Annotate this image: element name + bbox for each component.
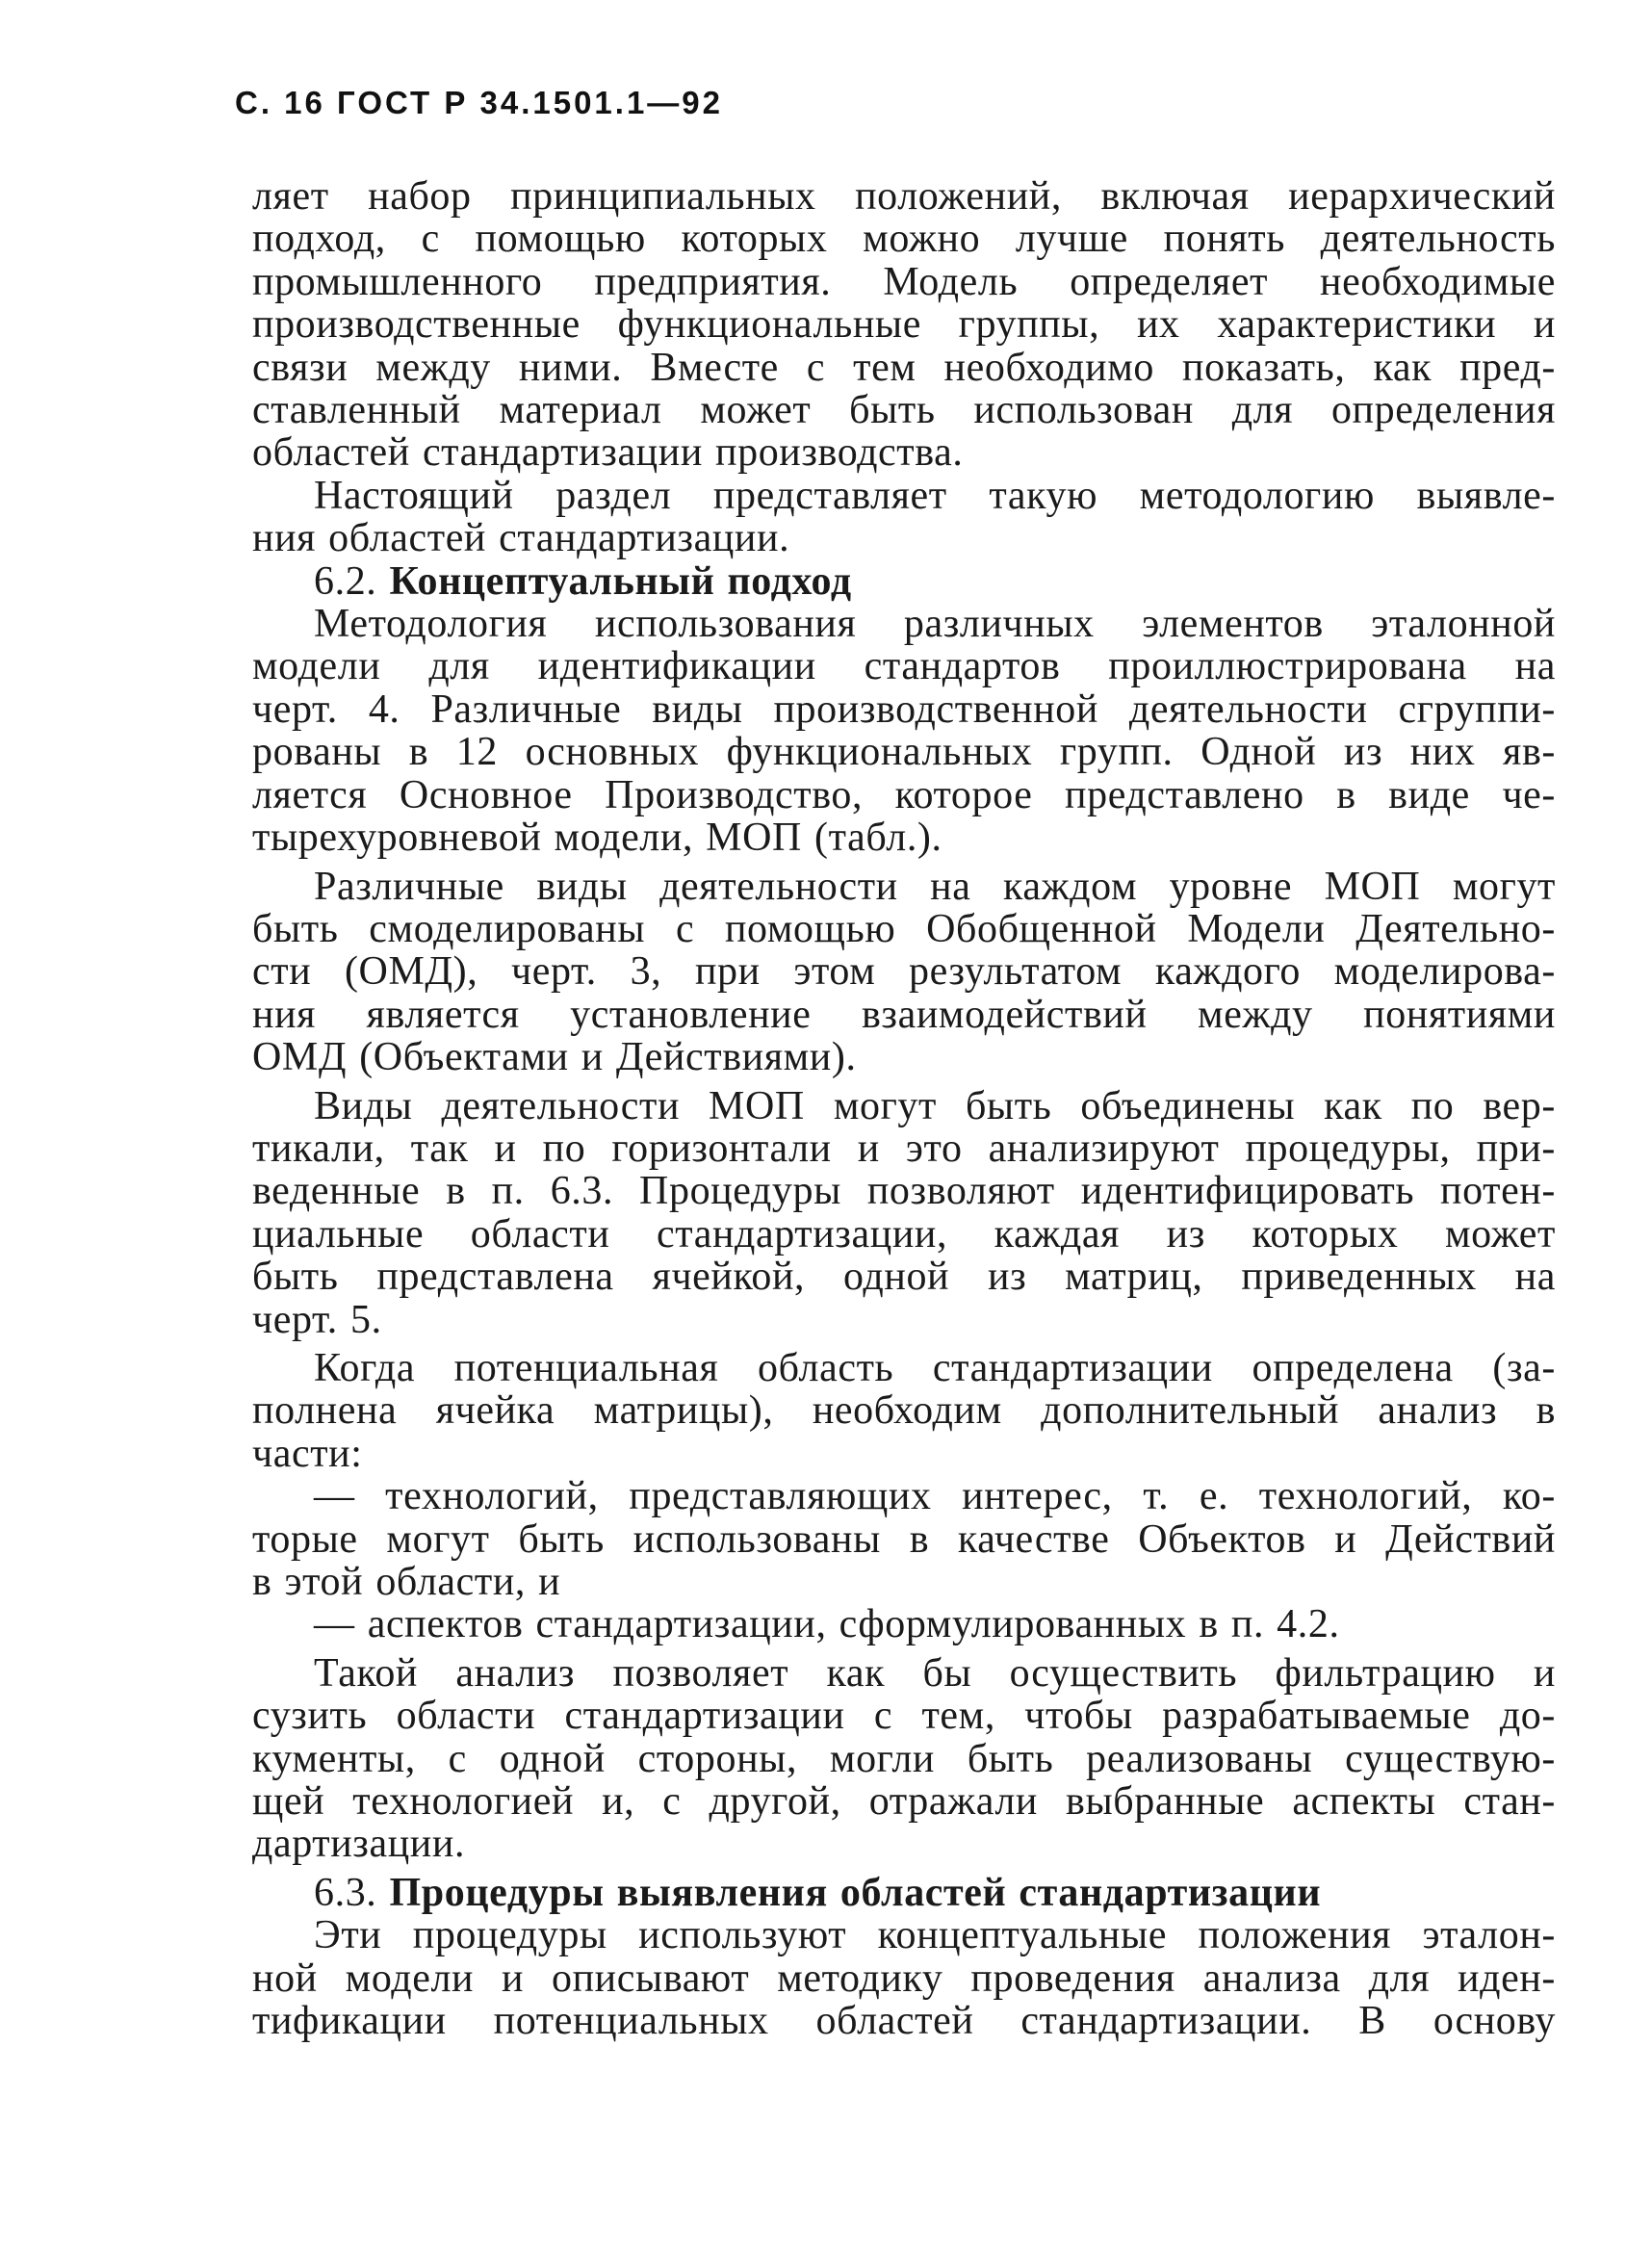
- section-number: 6.2.: [314, 558, 377, 604]
- document-body: [252, 175, 1556, 2042]
- paragraph-line: черт. 4. Различные виды производственной деятельности сгруппи-: [252, 687, 1556, 732]
- list-item-line: торые могут быть использованы в качестве Объектов и Действий: [252, 1516, 1556, 1562]
- paragraph-line: черт. 5.: [252, 1297, 382, 1342]
- paragraph-line: быть представлена ячейкой, одной из матриц, приведенных на: [252, 1255, 1556, 1300]
- paragraph-line: ляется Основное Производство, которое представлено в виде че-: [252, 772, 1556, 817]
- paragraph-line: кументы, с одной стороны, могли быть реализованы существую-: [252, 1736, 1556, 1781]
- paragraph-line: ставленный материал может быть использован для определения: [252, 388, 1556, 433]
- paragraph-line: рованы в 12 основных функциональных групп. Одной из них яв-: [252, 730, 1556, 775]
- paragraph-line: модели для идентификации стандартов проиллюстрирована на: [252, 644, 1556, 689]
- paragraph-line: дартизации.: [252, 1822, 466, 1867]
- paragraph-line: щей технологией и, с другой, отражали выбранные аспекты стан-: [252, 1779, 1556, 1825]
- section-number: 6.3.: [314, 1870, 377, 1915]
- paragraph-line: Такой анализ позволяет как бы осуществить фильтрацию и: [314, 1650, 1556, 1696]
- page-header: С. 16 ГОСТ Р 34.1501.1—92: [235, 85, 724, 120]
- paragraph-line: тификации потенциальных областей стандартизации. В основу: [252, 1999, 1556, 2044]
- paragraph-line: ния является установление взаимодействий между понятиями: [252, 992, 1556, 1037]
- paragraph-line: Когда потенциальная область стандартизации определена (за-: [314, 1345, 1556, 1390]
- paragraph-line: областей стандартизации производства.: [252, 430, 964, 476]
- paragraph-line: подход, с помощью которых можно лучше понять деятельность: [252, 217, 1556, 262]
- paragraph-line: полнена ячейка матрицы), необходим дополнительный анализ в: [252, 1388, 1556, 1434]
- paragraph-line: Различные виды деятельности на каждом уровне МОП могут: [314, 864, 1556, 909]
- paragraph-line: связи между ними. Вместе с тем необходимо показать, как пред-: [252, 345, 1556, 390]
- paragraph-line: производственные функциональные группы, их характеристики и: [252, 302, 1556, 348]
- list-item-line: — аспектов стандартизации, сформулированных в п. 4.2.: [314, 1602, 1340, 1647]
- paragraph-line: быть смоделированы с помощью Обобщенной Модели Деятельно-: [252, 906, 1556, 951]
- paragraph-line: тикали, так и по горизонтали и это анализируют процедуры, при-: [252, 1126, 1556, 1171]
- paragraph-line: Методология использования различных элементов эталонной: [314, 602, 1556, 647]
- paragraph-line: промышленного предприятия. Модель определяет необходимые: [252, 259, 1556, 304]
- paragraph-line: сти (ОМД), черт. 3, при этом результатом каждого моделирова-: [252, 949, 1556, 995]
- list-item-line: — технологий, представляющих интерес, т. е. технологий, ко-: [314, 1474, 1556, 1519]
- paragraph-line: веденные в п. 6.3. Процедуры позволяют идентифицировать потен-: [252, 1169, 1556, 1214]
- section-heading-6-2: [252, 560, 1556, 603]
- paragraph-line: циальные области стандартизации, каждая из которых может: [252, 1211, 1556, 1257]
- paragraph-line: ляет набор принципиальных положений, включая иерархический: [252, 174, 1556, 219]
- section-title: Процедуры выявления областей стандартизации: [389, 1870, 1322, 1915]
- paragraph-line: Виды деятельности МОП могут быть объединены как по вер-: [314, 1083, 1556, 1128]
- paragraph-line: сузить области стандартизации с тем, чтобы разрабатываемые до-: [252, 1694, 1556, 1739]
- paragraph-line: ния областей стандартизации.: [252, 516, 790, 561]
- paragraph-line: Настоящий раздел представляет такую методологию выявле-: [314, 473, 1556, 518]
- paragraph-line: тырехуровневой модели, МОП (табл.).: [252, 816, 942, 861]
- section-title: Концептуальный подход: [389, 558, 852, 604]
- paragraph-line: части:: [252, 1431, 363, 1476]
- paragraph-line: Эти процедуры используют концептуальные положения эталон-: [314, 1913, 1556, 1958]
- paragraph-line: ной модели и описывают методику проведения анализа для иден-: [252, 1956, 1556, 2001]
- list-item-line: в этой области, и: [252, 1560, 561, 1604]
- paragraph-line: ОМД (Объектами и Действиями).: [252, 1035, 857, 1080]
- section-heading-6-3: [252, 1872, 1556, 1914]
